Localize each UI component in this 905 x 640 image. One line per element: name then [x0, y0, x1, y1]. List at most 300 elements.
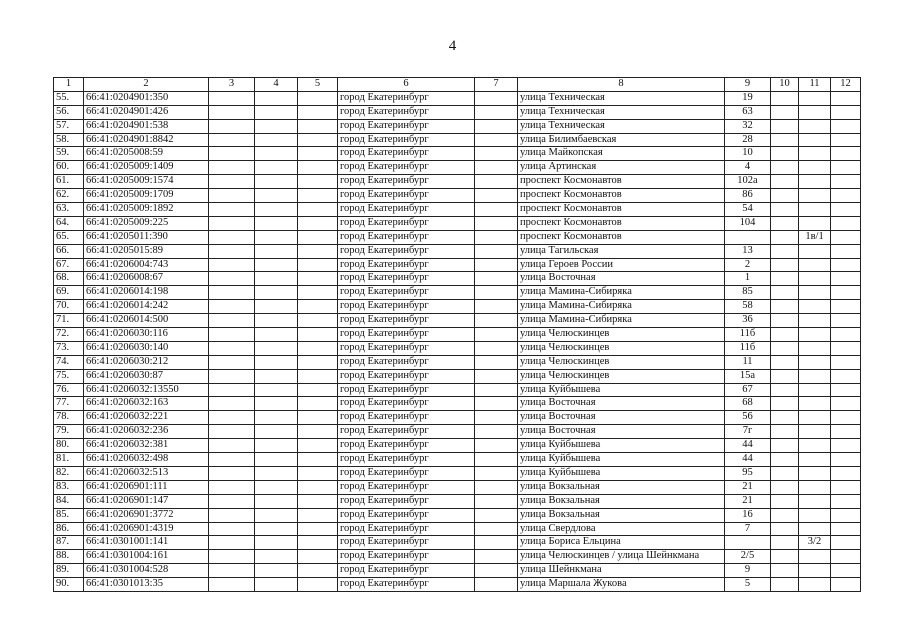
table-cell — [771, 383, 799, 397]
table-cell: улица Восточная — [518, 397, 725, 411]
table-cell — [475, 564, 518, 578]
table-cell — [771, 203, 799, 217]
table-cell — [209, 300, 255, 314]
table-cell — [831, 105, 861, 119]
table-cell: улица Майкопская — [518, 147, 725, 161]
table-cell — [298, 550, 338, 564]
table-cell: 44 — [725, 439, 771, 453]
table-cell — [831, 480, 861, 494]
table-cell — [771, 369, 799, 383]
table-cell — [298, 189, 338, 203]
table-cell — [475, 494, 518, 508]
table-row — [54, 522, 861, 536]
table-cell — [298, 425, 338, 439]
table-cell: 5 — [725, 578, 771, 592]
table-cell: улица Мамина-Сибиряка — [518, 286, 725, 300]
table-cell — [298, 439, 338, 453]
table-cell — [831, 272, 861, 286]
table-cell — [475, 175, 518, 189]
table-cell: город Екатеринбург — [338, 578, 475, 592]
table-cell — [255, 175, 298, 189]
table-row — [54, 119, 861, 133]
table-cell: 66:41:0301004:528 — [84, 564, 209, 578]
table-cell — [771, 355, 799, 369]
table-cell: 55. — [54, 91, 84, 105]
table-cell: 19 — [725, 91, 771, 105]
table-cell — [298, 119, 338, 133]
column-header: 7 — [475, 78, 518, 92]
table-cell — [831, 425, 861, 439]
table-cell — [255, 230, 298, 244]
table-cell: город Екатеринбург — [338, 328, 475, 342]
table-cell: 104 — [725, 216, 771, 230]
table-cell — [255, 328, 298, 342]
table-cell — [799, 119, 831, 133]
table-cell — [475, 355, 518, 369]
table-row — [54, 564, 861, 578]
table-cell — [209, 258, 255, 272]
table-cell: 77. — [54, 397, 84, 411]
table-cell — [475, 230, 518, 244]
table-cell: 60. — [54, 161, 84, 175]
table-cell — [255, 147, 298, 161]
table-cell: 7 — [725, 522, 771, 536]
table-cell — [831, 175, 861, 189]
table-cell: город Екатеринбург — [338, 466, 475, 480]
table-cell — [298, 286, 338, 300]
table-cell: 66:41:0205008:59 — [84, 147, 209, 161]
table-cell — [771, 189, 799, 203]
table-cell — [298, 494, 338, 508]
table-cell — [209, 272, 255, 286]
table-cell — [475, 536, 518, 550]
column-header: 8 — [518, 78, 725, 92]
table-cell: 66:41:0206032:381 — [84, 439, 209, 453]
table-cell — [831, 91, 861, 105]
table-cell — [209, 369, 255, 383]
table-row — [54, 369, 861, 383]
table-cell: 66:41:0206014:242 — [84, 300, 209, 314]
table-cell — [298, 508, 338, 522]
table-cell: город Екатеринбург — [338, 147, 475, 161]
table-cell: город Екатеринбург — [338, 189, 475, 203]
table-cell — [298, 133, 338, 147]
table-cell — [298, 383, 338, 397]
table-cell: 84. — [54, 494, 84, 508]
table-cell: 2 — [725, 258, 771, 272]
table-cell — [799, 328, 831, 342]
table-cell — [209, 314, 255, 328]
table-cell: 86. — [54, 522, 84, 536]
table-cell — [799, 105, 831, 119]
table-cell: улица Техническая — [518, 91, 725, 105]
table-cell: 21 — [725, 494, 771, 508]
table-cell — [209, 453, 255, 467]
table-cell — [799, 411, 831, 425]
table-cell — [209, 355, 255, 369]
table-cell — [255, 522, 298, 536]
cadastral-table — [53, 77, 861, 592]
table-cell — [831, 258, 861, 272]
table-row — [54, 147, 861, 161]
table-cell: улица Вокзальная — [518, 494, 725, 508]
table-cell: 102а — [725, 175, 771, 189]
table-cell: улица Маршала Жукова — [518, 578, 725, 592]
table-cell: 54 — [725, 203, 771, 217]
table-cell — [209, 216, 255, 230]
column-header: 5 — [298, 78, 338, 92]
table-cell — [255, 411, 298, 425]
table-cell — [209, 341, 255, 355]
table-cell — [799, 369, 831, 383]
table-cell: 82. — [54, 466, 84, 480]
table-cell — [799, 91, 831, 105]
table-cell — [209, 564, 255, 578]
table-cell — [475, 119, 518, 133]
table-cell — [255, 286, 298, 300]
table-cell — [831, 383, 861, 397]
table-cell: 66:41:0206004:743 — [84, 258, 209, 272]
table-cell — [475, 578, 518, 592]
table-cell: 2/5 — [725, 550, 771, 564]
table-row — [54, 216, 861, 230]
table-cell: 66:41:0206032:221 — [84, 411, 209, 425]
table-cell: улица Челюскинцев — [518, 328, 725, 342]
table-cell: 67 — [725, 383, 771, 397]
table-cell: улица Мамина-Сибиряка — [518, 314, 725, 328]
table-cell: 87. — [54, 536, 84, 550]
table-cell — [475, 147, 518, 161]
table-cell: 4 — [725, 161, 771, 175]
table-cell — [475, 508, 518, 522]
table-cell: 68. — [54, 272, 84, 286]
table-cell: 74. — [54, 355, 84, 369]
table-cell: 66:41:0206014:198 — [84, 286, 209, 300]
table-row — [54, 453, 861, 467]
table-cell: город Екатеринбург — [338, 119, 475, 133]
table-cell — [475, 369, 518, 383]
table-cell — [209, 466, 255, 480]
table-cell: 66:41:0206901:111 — [84, 480, 209, 494]
table-cell — [831, 439, 861, 453]
table-cell — [255, 189, 298, 203]
table-cell: улица Свердлова — [518, 522, 725, 536]
table-cell: город Екатеринбург — [338, 175, 475, 189]
table-cell — [209, 494, 255, 508]
table-cell: 63 — [725, 105, 771, 119]
table-cell: город Екатеринбург — [338, 244, 475, 258]
table-cell: город Екатеринбург — [338, 272, 475, 286]
table-cell: 76. — [54, 383, 84, 397]
table-cell — [298, 105, 338, 119]
table-cell — [255, 161, 298, 175]
table-cell — [298, 244, 338, 258]
table-cell — [298, 578, 338, 592]
table-row — [54, 272, 861, 286]
table-row — [54, 314, 861, 328]
table-cell — [799, 216, 831, 230]
table-cell — [771, 425, 799, 439]
table-cell — [799, 203, 831, 217]
table-cell — [209, 161, 255, 175]
table-cell: город Екатеринбург — [338, 355, 475, 369]
table-cell — [799, 300, 831, 314]
table-cell: проспект Космонавтов — [518, 175, 725, 189]
table-cell: 66:41:0204901:350 — [84, 91, 209, 105]
table-cell — [771, 216, 799, 230]
table-cell: улица Техническая — [518, 105, 725, 119]
table-cell — [209, 550, 255, 564]
table-cell — [831, 536, 861, 550]
table-cell — [298, 300, 338, 314]
table-cell: 13 — [725, 244, 771, 258]
table-cell — [209, 411, 255, 425]
table-row — [54, 328, 861, 342]
column-header: 3 — [209, 78, 255, 92]
table-cell: 66:41:0206032:236 — [84, 425, 209, 439]
table-cell — [831, 133, 861, 147]
table-cell — [831, 230, 861, 244]
column-header: 2 — [84, 78, 209, 92]
table-cell: 88. — [54, 550, 84, 564]
table-cell — [475, 383, 518, 397]
table-cell: 21 — [725, 480, 771, 494]
table-row — [54, 494, 861, 508]
table-cell — [799, 453, 831, 467]
table-cell: город Екатеринбург — [338, 91, 475, 105]
table-cell: 11б — [725, 341, 771, 355]
table-cell: 56 — [725, 411, 771, 425]
table-cell: город Екатеринбург — [338, 258, 475, 272]
table-cell: проспект Космонавтов — [518, 203, 725, 217]
table-cell — [298, 466, 338, 480]
table-cell: улица Челюскинцев — [518, 355, 725, 369]
table-cell: 15а — [725, 369, 771, 383]
table-cell: 11б — [725, 328, 771, 342]
column-header: 12 — [831, 78, 861, 92]
table-cell — [255, 425, 298, 439]
table-cell — [799, 258, 831, 272]
table-cell — [475, 522, 518, 536]
table-cell: город Екатеринбург — [338, 216, 475, 230]
table-cell: 69. — [54, 286, 84, 300]
table-cell: 66. — [54, 244, 84, 258]
table-cell — [298, 536, 338, 550]
table-cell — [298, 355, 338, 369]
table-cell — [298, 341, 338, 355]
table-cell — [799, 480, 831, 494]
table-cell: 59. — [54, 147, 84, 161]
table-cell — [831, 300, 861, 314]
table-row — [54, 258, 861, 272]
table-cell: 58 — [725, 300, 771, 314]
table-cell: 1 — [725, 272, 771, 286]
table-cell — [771, 480, 799, 494]
table-cell: 66:41:0206030:87 — [84, 369, 209, 383]
table-cell: 66:41:0205015:89 — [84, 244, 209, 258]
table-cell — [799, 341, 831, 355]
table-cell — [298, 272, 338, 286]
table-cell — [831, 522, 861, 536]
table-cell: улица Тагильская — [518, 244, 725, 258]
table-cell: 72. — [54, 328, 84, 342]
table-cell — [298, 411, 338, 425]
table-cell — [255, 133, 298, 147]
table-cell — [771, 230, 799, 244]
table-cell — [799, 286, 831, 300]
table-cell — [209, 397, 255, 411]
table-cell — [799, 314, 831, 328]
column-header: 1 — [54, 78, 84, 92]
table-cell: 3/2 — [799, 536, 831, 550]
table-cell — [771, 578, 799, 592]
table-cell: 66:41:0204901:8842 — [84, 133, 209, 147]
table-cell — [799, 355, 831, 369]
table-cell — [771, 341, 799, 355]
table-row — [54, 105, 861, 119]
table-cell — [831, 369, 861, 383]
table-cell — [831, 453, 861, 467]
table-cell — [298, 480, 338, 494]
table-cell — [475, 480, 518, 494]
table-cell — [771, 564, 799, 578]
table-cell: 66:41:0301013:35 — [84, 578, 209, 592]
table-row — [54, 286, 861, 300]
table-cell: город Екатеринбург — [338, 439, 475, 453]
table-cell: 66:41:0206901:4319 — [84, 522, 209, 536]
table-cell — [771, 244, 799, 258]
table-cell — [255, 341, 298, 355]
table-row — [54, 341, 861, 355]
table-cell — [799, 466, 831, 480]
table-cell: 9 — [725, 564, 771, 578]
table-cell — [255, 550, 298, 564]
table-cell — [475, 397, 518, 411]
table-cell — [771, 522, 799, 536]
table-cell: 32 — [725, 119, 771, 133]
table-cell — [831, 411, 861, 425]
table-cell: 68 — [725, 397, 771, 411]
table-cell — [255, 272, 298, 286]
table-cell: 11 — [725, 355, 771, 369]
table-cell: 66:41:0204901:426 — [84, 105, 209, 119]
table-cell — [831, 161, 861, 175]
table-cell — [799, 494, 831, 508]
table-cell — [475, 550, 518, 564]
table-cell — [255, 91, 298, 105]
table-cell — [799, 189, 831, 203]
table-cell — [475, 133, 518, 147]
table-cell: улица Шейнкмана — [518, 564, 725, 578]
table-cell: 67. — [54, 258, 84, 272]
table-cell: 65. — [54, 230, 84, 244]
table-cell: 73. — [54, 341, 84, 355]
table-cell: улица Челюскинцев / улица Шейнкмана — [518, 550, 725, 564]
table-cell — [255, 508, 298, 522]
table-cell: 56. — [54, 105, 84, 119]
table-cell: 66:41:0206901:147 — [84, 494, 209, 508]
table-cell — [831, 216, 861, 230]
table-cell — [771, 147, 799, 161]
table-cell — [799, 175, 831, 189]
table-cell — [209, 328, 255, 342]
table-cell — [475, 244, 518, 258]
table-cell — [209, 286, 255, 300]
table-cell — [209, 522, 255, 536]
table-row — [54, 244, 861, 258]
table-cell: город Екатеринбург — [338, 230, 475, 244]
table-cell: 66:41:0206008:67 — [84, 272, 209, 286]
table-cell — [209, 383, 255, 397]
table-cell: проспект Космонавтов — [518, 216, 725, 230]
table-row — [54, 230, 861, 244]
table-cell — [298, 91, 338, 105]
table-cell: 62. — [54, 189, 84, 203]
table-row — [54, 203, 861, 217]
table-row — [54, 161, 861, 175]
table-cell: город Екатеринбург — [338, 397, 475, 411]
table-row — [54, 383, 861, 397]
table-cell: 66:41:0206030:212 — [84, 355, 209, 369]
table-cell: 66:41:0205009:225 — [84, 216, 209, 230]
table-cell: улица Техническая — [518, 119, 725, 133]
table-cell: 66:41:0206032:163 — [84, 397, 209, 411]
table-cell: город Екатеринбург — [338, 161, 475, 175]
table-cell — [255, 453, 298, 467]
table-cell: город Екатеринбург — [338, 314, 475, 328]
table-cell — [255, 300, 298, 314]
table-cell — [255, 216, 298, 230]
table-cell: 66:41:0301004:161 — [84, 550, 209, 564]
table-cell — [771, 133, 799, 147]
table-cell: 44 — [725, 453, 771, 467]
table-cell — [298, 258, 338, 272]
table-cell — [799, 564, 831, 578]
table-cell: 58. — [54, 133, 84, 147]
table-cell: проспект Космонавтов — [518, 230, 725, 244]
table-cell — [255, 536, 298, 550]
table-cell: город Екатеринбург — [338, 564, 475, 578]
table-cell — [831, 147, 861, 161]
table-cell: улица Куйбышева — [518, 453, 725, 467]
table-cell: улица Челюскинцев — [518, 341, 725, 355]
table-cell — [799, 522, 831, 536]
table-cell: 71. — [54, 314, 84, 328]
table-cell — [209, 147, 255, 161]
table-cell — [475, 300, 518, 314]
table-cell — [771, 536, 799, 550]
column-header: 9 — [725, 78, 771, 92]
table-cell — [831, 550, 861, 564]
table-cell: улица Куйбышева — [518, 439, 725, 453]
table-cell — [298, 230, 338, 244]
table-cell: 66:41:0206030:140 — [84, 341, 209, 355]
table-cell — [771, 453, 799, 467]
table-cell — [771, 397, 799, 411]
table-cell: 66:41:0206032:13550 — [84, 383, 209, 397]
table-cell — [831, 286, 861, 300]
table-cell — [771, 314, 799, 328]
table-cell — [209, 119, 255, 133]
table-cell: 28 — [725, 133, 771, 147]
table-cell — [799, 578, 831, 592]
table-cell: 66:41:0206032:513 — [84, 466, 209, 480]
table-cell — [209, 91, 255, 105]
table-cell — [298, 397, 338, 411]
table-row — [54, 466, 861, 480]
column-header: 10 — [771, 78, 799, 92]
table-row — [54, 133, 861, 147]
